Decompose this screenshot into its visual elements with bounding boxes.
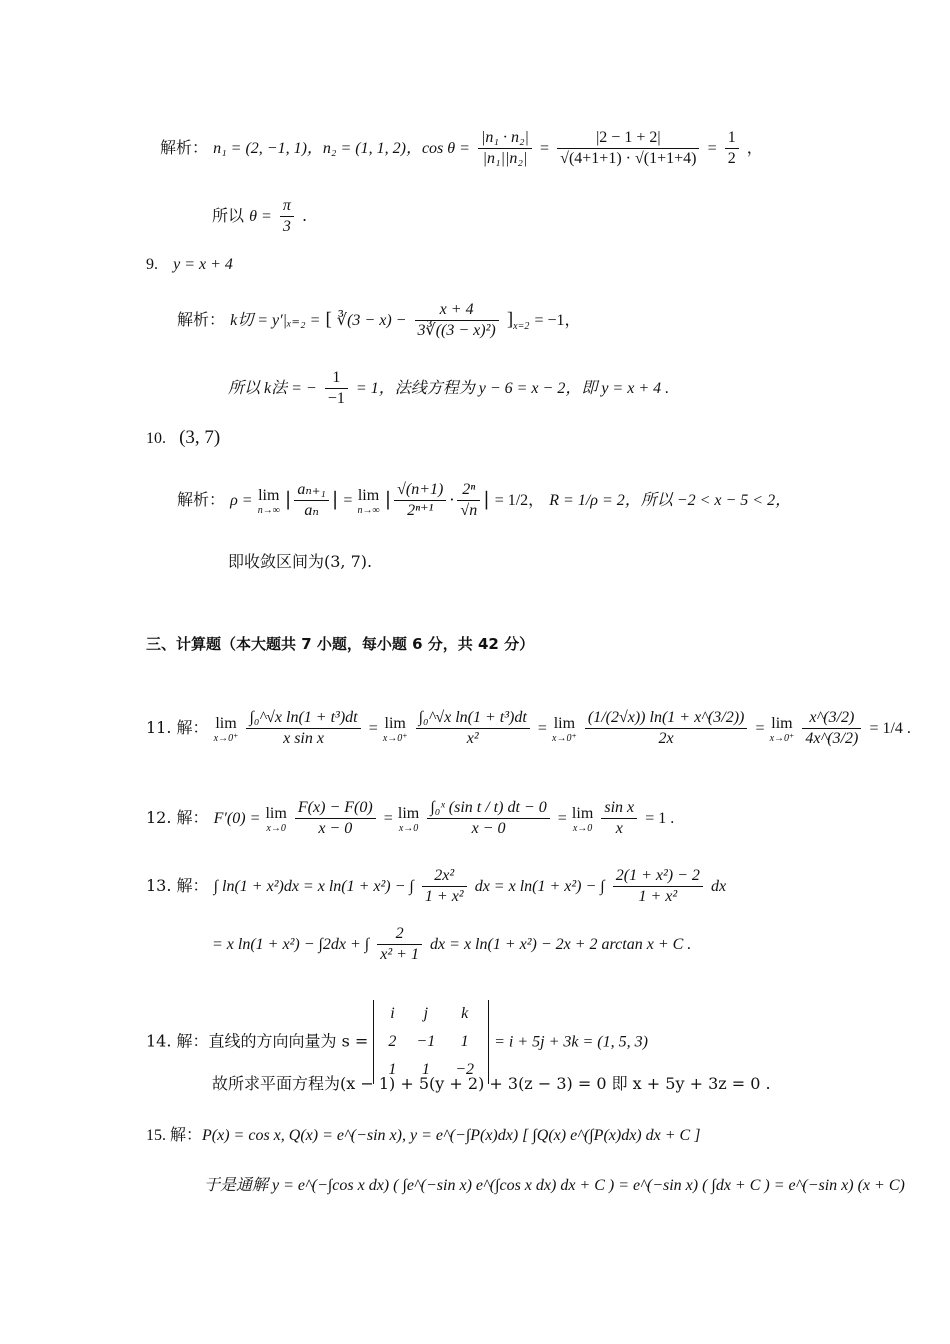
q15-line2: 于是通解 y = e^(−∫cos x dx) ( ∫e^(−sin x) e^(∫cos x dx) dx + C ) = e^(−sin x) ( ∫dx + C ) = e^(−sin x) (x + C) xyxy=(204,1177,905,1194)
q13-line2: = x ln(1 + x²) − ∫2dx + ∫ $\frac{2}{\text{x² + 1}}$ dx = x ln(1 + x²) − 2x + 2 arctan x + C . xyxy=(212,925,692,963)
q10-line1: 解析： ρ = lim n→∞ | $\frac{\text{aₙ₊₁}}{\text{aₙ}}$ | = lim n→∞ | $\frac{√(n+1)}{\text{2ⁿ⁺¹}}$ · $\frac{\text{2ⁿ}}{√n}$ | = 1/2， R = 1/ρ = 2，所以 −2 < x − 5 < 2， xyxy=(177,481,792,519)
q8-pi-over-3: $\frac{\pi}{3}$ xyxy=(280,196,294,237)
q9-inner-frac: $\frac{x + 4}{\text{3∛((3 − x)²)}}$ xyxy=(415,300,499,341)
q8-frac1 xyxy=(478,128,532,169)
det-cell-1-1: −1 xyxy=(416,1033,436,1050)
q13-line1: 13. 解： ∫ ln(1 + x²)dx = x ln(1 + x²) − ∫ $\frac{\text{2x²}}{\text{1 + x²}}$ dx = x ln(1 + x²) − ∫ $\frac{\text{2(1 + x²) − 2}}{\text{1 + x²}}$ dx xyxy=(146,867,727,905)
q8-frac2 xyxy=(557,128,699,169)
q10-answer-line xyxy=(146,428,220,449)
det-cell-0-1: j xyxy=(423,1005,429,1022)
q10-answer: (3, 7) xyxy=(179,427,221,448)
q8-normals: n₁ = (2, −1, 1)，n₂ = (1, 1, 2)，cos θ = xyxy=(213,140,470,157)
section-3-title: 三、计算题（本大题共 7 小题，每小题 6 分，共 42 分） xyxy=(146,635,535,653)
q9-k-expr: k切 = y′|ₓ₌₂ = xyxy=(230,312,321,329)
det-cell-1-0: 2 xyxy=(388,1033,397,1050)
q8-half: $\frac{1}{2}$ xyxy=(725,128,739,169)
q8-line1: 解析： n₁ = (2, −1, 1)，n₂ = (1, 1, 2)，cos θ = $\frac{\text{|n₁ · n₂|}}{\text{|n₁||n₂|}}$ = $\frac{|2 - 1 + 2|}{√(4+1+1) \cdot √(1+1+4)}$ = $\frac{1}{2}$ ， xyxy=(160,129,763,167)
q14-determinant xyxy=(373,1000,489,1084)
q12-line: 12. 解： F′(0) = lim x→0 $\frac{F(x) - F(0)}{x - 0}$ = lim x→0 $\frac{\text{∫₀ˣ (sin t / t) dt − 0}}{x - 0}$ = lim x→0 $\frac{\text{sin x}}{x}$ = 1 . xyxy=(146,799,675,837)
q14-line1: 14. 解：直线的方向向量为 s = i j k 2 −1 1 1 1 −2 = i + 5j + 3k = (1, 5, 3) xyxy=(146,1000,648,1084)
q9-answer: y = x + 4 xyxy=(173,256,233,273)
q9-line2: 所以 k法 = − $\frac{1}{-1}$ = 1，法线方程为 y − 6 = x − 2，即 y = x + 4 . xyxy=(228,369,670,407)
q11-line: 11. 解： lim x→0⁺ $\frac{\text{∫₀\textasciicircum{}√x ln(1 + t³)dt}}{\text{x sin x}}$ = lim x→0⁺ $\frac{\text{∫₀\textasciicircum{}√x ln(1 + t³)dt}}{\text{x²}}$ = lim x→0⁺ $\frac{(1/(2√x)) \ln(1 + x\^{}(3/2))}{2x}$ = lim x→0⁺ $\frac{x\^{}(3/2)}{4x\^{}(3/2)}$ = 1/4 . xyxy=(146,709,911,747)
q9-answer-line xyxy=(146,254,233,275)
q15-line1: 15. 解：P(x) = cos x, Q(x) = e^(−sin x), y = e^(−∫P(x)dx) [ ∫Q(x) e^(∫P(x)dx) dx + C ] xyxy=(146,1127,701,1144)
q9-line1: 解析： k切 = y′|ₓ₌₂ = [ ∛(3 − x) − $\frac{x + 4}{\text{3∛((3 − x)²)}}$ ]$_{x=2} = -1$， xyxy=(177,301,581,339)
det-cell-0-0: i xyxy=(390,1005,395,1022)
q14-line2: 故所求平面方程为(x − 1) + 5(y + 2) + 3(z − 3) = 0 即 x + 5y + 3z = 0 . xyxy=(212,1074,771,1093)
det-cell-2-1: 1 xyxy=(421,1061,430,1078)
det-cell-2-2: −2 xyxy=(455,1061,475,1078)
q8-line2: 所以 θ = $\frac{\pi}{3}$ . xyxy=(212,197,308,235)
q10-line2: 即收敛区间为(3, 7). xyxy=(228,552,373,571)
q8-frac2-num: |2 − 1 + 2| xyxy=(557,128,699,149)
q9-number: 9. xyxy=(146,256,158,273)
q8-frac2-den: √(4+1+1) · √(1+1+4) xyxy=(560,150,697,167)
q9-line2-frac: $\frac{1}{-1}$ xyxy=(325,368,348,409)
det-cell-0-2: k xyxy=(461,1005,469,1022)
det-cell-2-0: 1 xyxy=(388,1061,397,1078)
q10-number: 10. xyxy=(146,430,166,447)
q8-frac1-den: |n₁||n₂| xyxy=(482,150,528,167)
q8-frac1-num: |n₁ · n₂| xyxy=(478,128,532,149)
q8-analysis-label: 解析： xyxy=(160,138,209,157)
det-cell-1-2: 1 xyxy=(460,1033,469,1050)
